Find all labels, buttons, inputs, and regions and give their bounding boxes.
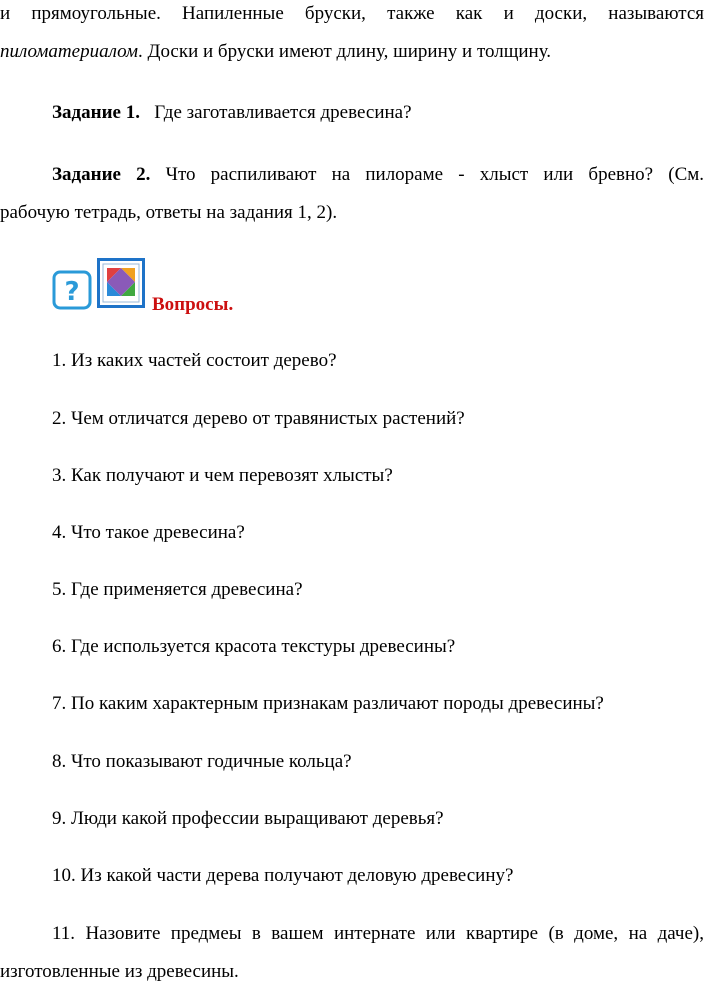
task-text: Что распиливают на пилораме - хлыст или бревно? (См. bbox=[165, 164, 704, 185]
questions-title: Вопросы. bbox=[152, 294, 234, 315]
task-label: Задание 2. bbox=[52, 164, 151, 185]
list-item: 5. Где применяется древесина? bbox=[52, 579, 303, 600]
list-item: 2. Чем отличатся дерево от травянистых растений? bbox=[52, 408, 465, 429]
list-item: 10. Из какой части дерева получают деловую древесину? bbox=[52, 865, 514, 886]
list-item: 7. По каким характерным признакам различают породы древесины? bbox=[52, 693, 604, 714]
list-item: 8. Что показывают годичные кольца? bbox=[52, 751, 352, 772]
question-icon bbox=[52, 270, 92, 310]
task-2-continued: рабочую тетрадь, ответы на задания 1, 2). bbox=[0, 202, 338, 223]
list-item: 4. Что такое древесина? bbox=[52, 522, 245, 543]
paragraph-line bbox=[0, 40, 551, 64]
puzzle-image-icon bbox=[97, 258, 145, 308]
svg-text:?: ? bbox=[64, 277, 80, 307]
term-italic: пиломатериалом bbox=[0, 41, 138, 62]
list-item-continued: изготовленные из древесины. bbox=[0, 961, 239, 982]
paragraph-line: и прямоугольные. Напиленные бруски, также как и доски, называются bbox=[0, 3, 704, 24]
task-text: Где заготавливается древесина? bbox=[154, 102, 412, 123]
list-item: 1. Из каких частей состоит дерево? bbox=[52, 350, 337, 371]
paragraph-text: . Доски и бруски имеют длину, ширину и толщину. bbox=[138, 41, 552, 62]
task-label: Задание 1. bbox=[52, 102, 140, 123]
list-item: 11. Назовите предмеы в вашем интернате или квартире (в доме, на даче), bbox=[52, 923, 704, 944]
list-item: 3. Как получают и чем перевозят хлысты? bbox=[52, 465, 393, 486]
list-item: 6. Где используется красота текстуры древесины? bbox=[52, 636, 456, 657]
task-1 bbox=[52, 101, 412, 125]
list-item: 9. Люди какой профессии выращивают деревья? bbox=[52, 808, 444, 829]
task-2 bbox=[52, 163, 704, 187]
